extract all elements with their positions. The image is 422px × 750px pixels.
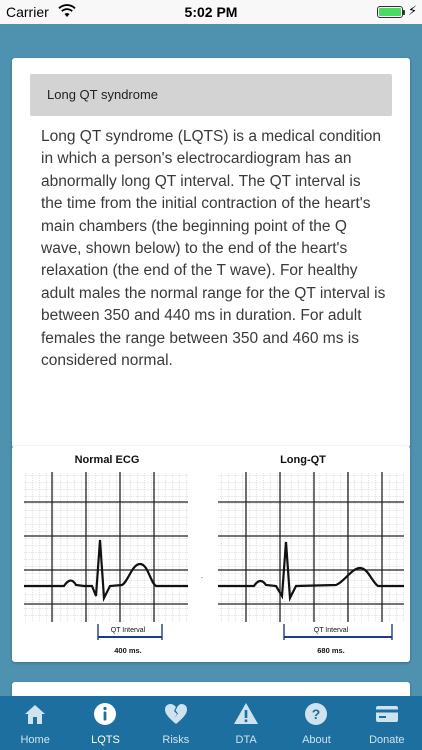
tab-risks[interactable] [141,696,211,750]
tab-about-label: About [302,734,331,746]
warning-icon [233,701,259,727]
svg-text:·: · [200,573,204,582]
tab-home-label: Home [20,734,50,746]
question-icon [303,701,329,727]
tab-bar [0,696,422,750]
credit-card-icon [374,701,400,727]
tab-donate-label: Donate [369,734,405,746]
tab-risks-label: Risks [162,734,190,746]
status-bar [0,0,422,24]
carrier-label: Carrier [6,4,49,20]
tab-dta-label: DTA [235,734,257,746]
charging-bolt-icon: ⚡ [408,3,418,18]
svg-text:?: ? [312,706,321,722]
broken-heart-icon [163,701,189,727]
normal-ecg-title: Normal ECG [74,454,140,466]
article-body: Long QT syndrome (LQTS) is a medical condition in which a person's electrocardiogram has an abnormally long QT interval. The QT interval is the time from the initial contraction of the heart's main chambers (the beginning point of the Q wave, shown below) to the end of the heart's relaxation (the end of the T wave). For healthy adult males the normal range for the QT interval is between 350 and 440 ms in duration. For adult females the range between 350 and 460 ms is considered normal. [41,128,386,370]
next-card [12,682,410,696]
ecg-figure-card [12,446,410,662]
long-qt-interval-label: QT Interval [313,627,349,634]
info-icon [92,701,118,727]
tab-lqts[interactable] [70,696,140,750]
long-qt-title: Long-QT [280,454,326,466]
status-time: 5:02 PM [184,4,238,20]
house-icon [22,701,48,727]
article-header: Long QT syndrome [30,74,392,116]
battery-tip [403,10,405,15]
article-card [12,58,410,448]
long-duration-label: 680 ms. [317,646,345,655]
tab-donate[interactable] [352,696,422,750]
tab-dta[interactable] [211,696,281,750]
scroll-content[interactable] [0,24,422,696]
tab-lqts-label: LQTS [91,734,120,746]
normal-qt-interval-label: QT Interval [110,627,146,634]
tab-about[interactable] [281,696,351,750]
normal-duration-label: 400 ms. [114,646,142,655]
tab-home[interactable] [0,696,70,750]
battery-icon [377,6,403,18]
